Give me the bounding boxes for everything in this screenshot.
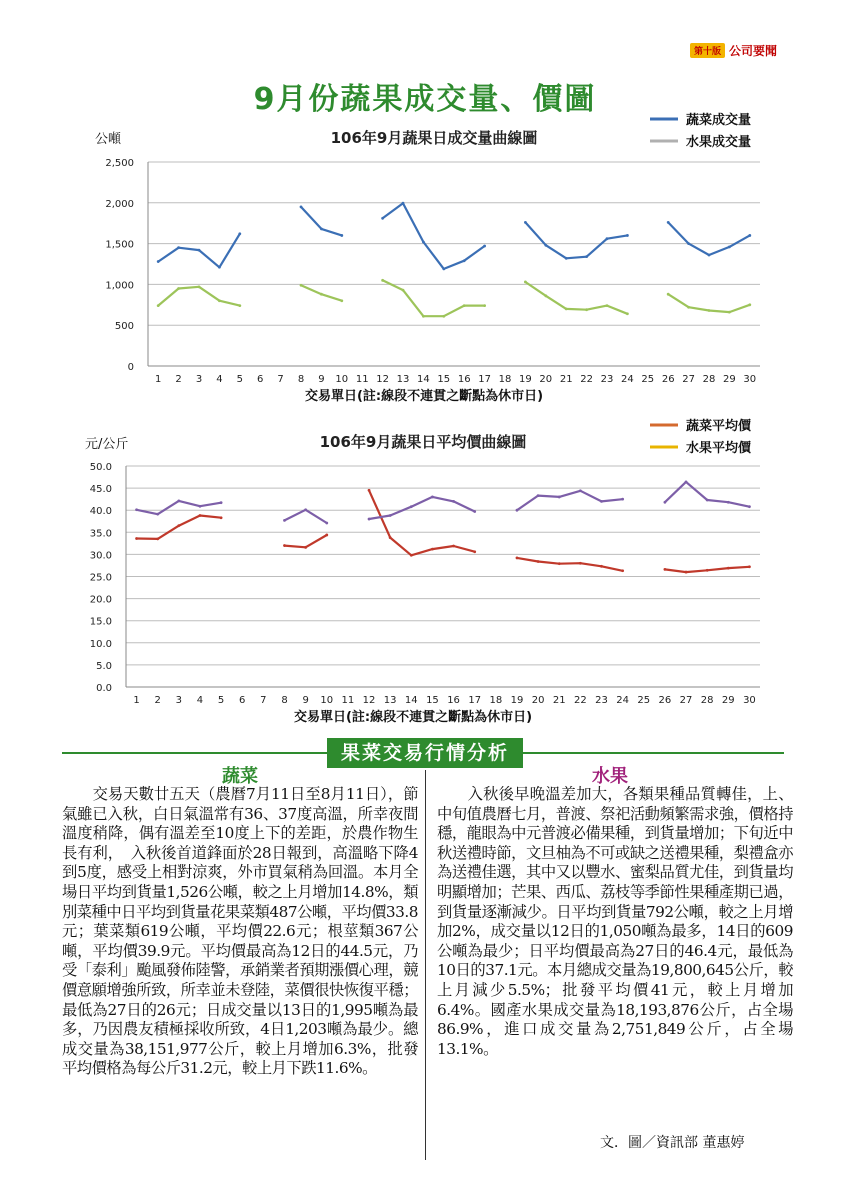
veg-analysis-text: 交易天數廿五天（農曆7月11日至8月11日），節氣雖已入秋，白日氣溫常有36、37度高溫，所幸夜間溫度稍降，偶有溫差至10度上下的差距，於農作物生長有利， 入秋後首道鋒面於28日報到，高溫略下降4到5度，感受上相對涼爽，外市買氣稍為回溫。本月全場日平均到貨量1,526公噸，較之上月增加14.8%，類別菜種中日平均到貨量花果菜類487公噸，平均價33.8元；葉菜類619公噸，平均價22.6元；根莖類367公噸，平均價39.9元。平均價最高為12日的44.5元，乃受「泰利」颱風發佈陸警，承銷業者預期漲價心理，競價意願增強所致，所幸並未登陸，菜價很快恢復平穩；最低為27日的26元；日成交量以13日的1,995噸為最多，乃因農友積極採收所致，4日1,203噸為最少。總成交量為38,151,977公斤，較上月增加6.3%，批發平均價格為每公斤31.2元，較上月下跌11.6%。 [62, 785, 418, 1078]
data-point [340, 299, 343, 302]
data-point [177, 246, 180, 249]
x-tick-label: 6 [239, 695, 246, 706]
series-line-1 [383, 203, 485, 269]
data-point [473, 550, 476, 553]
x-tick-label: 25 [641, 374, 655, 385]
data-point [544, 244, 547, 247]
data-point [218, 266, 221, 269]
data-point [238, 304, 241, 307]
data-point [422, 241, 425, 244]
data-point [600, 565, 603, 568]
x-tick-label: 20 [539, 374, 553, 385]
data-point [626, 312, 629, 315]
chart-title: 106年9月蔬果日平均價曲線圖 [319, 433, 527, 451]
data-point [537, 560, 540, 563]
data-point [585, 255, 588, 258]
data-point [748, 565, 751, 568]
section-name: 公司要聞 [729, 44, 778, 58]
data-point [537, 494, 540, 497]
x-tick-label: 19 [510, 695, 524, 706]
y-axis-label: 元/公斤 [85, 437, 129, 452]
data-point [304, 508, 307, 511]
x-tick-label: 4 [216, 374, 223, 385]
x-tick-label: 16 [447, 695, 460, 706]
chart-title: 106年9月蔬果日成交量曲線圖 [330, 129, 538, 147]
y-tick-label: 1,000 [105, 280, 134, 292]
data-point [544, 294, 547, 297]
author-credit: 文．圖／資訊部 董惠婷 [600, 1135, 745, 1151]
data-point [558, 562, 561, 565]
page-title: 9月份蔬果成交量、價圖 [253, 82, 597, 117]
x-tick-label: 7 [260, 695, 267, 706]
x-tick-label: 21 [559, 374, 573, 385]
x-tick-label: 24 [621, 374, 634, 385]
data-point [389, 536, 392, 539]
x-tick-label: 3 [195, 374, 203, 385]
legend-label: 水果成交量 [686, 135, 752, 150]
data-point [463, 259, 466, 262]
y-axis-label: 公噸 [95, 132, 122, 147]
data-point [320, 228, 323, 231]
y-tick-label: 25.0 [89, 572, 112, 584]
data-point [156, 513, 159, 516]
series-line-1 [301, 207, 342, 236]
x-tick-label: 8 [297, 374, 305, 385]
column-divider [425, 770, 426, 1160]
data-point [283, 519, 286, 522]
data-point [600, 500, 603, 503]
x-tick-label: 1 [155, 374, 162, 385]
data-point [524, 221, 527, 224]
data-point [368, 518, 371, 521]
data-point [157, 304, 160, 307]
series-line-1 [285, 535, 327, 547]
x-tick-label: 15 [426, 695, 439, 706]
x-tick-label: 13 [396, 374, 410, 385]
edition-badge: 第十版 [690, 43, 725, 58]
legend-label: 蔬菜平均價 [686, 419, 752, 434]
x-tick-label: 11 [355, 374, 369, 385]
data-point [626, 234, 629, 237]
fruit-analysis [437, 785, 793, 1059]
data-point [748, 234, 751, 237]
data-point [524, 281, 527, 284]
data-point [706, 499, 709, 502]
volume-chart [0, 0, 850, 420]
data-point [300, 284, 303, 287]
data-point [410, 505, 413, 508]
data-point [442, 315, 445, 318]
data-point [667, 293, 670, 296]
x-tick-label: 12 [362, 695, 376, 706]
data-point [304, 546, 307, 549]
x-tick-label: 10 [320, 695, 334, 706]
data-point [727, 501, 730, 504]
data-point [283, 544, 286, 547]
data-point [606, 237, 609, 240]
x-tick-label: 2 [154, 695, 161, 706]
series-line-2 [525, 282, 627, 314]
x-tick-label: 9 [318, 374, 325, 385]
x-tick-label: 18 [498, 374, 512, 385]
data-point [325, 534, 328, 537]
series-line-1 [137, 516, 222, 539]
data-point [708, 309, 711, 312]
data-point [606, 304, 609, 307]
y-tick-label: 15.0 [89, 616, 112, 628]
x-tick-label: 18 [489, 695, 503, 706]
data-point [220, 501, 223, 504]
x-tick-label: 21 [552, 695, 566, 706]
data-point [135, 508, 138, 511]
data-point [685, 571, 688, 574]
data-point [621, 498, 624, 501]
data-point [199, 505, 202, 508]
data-point [452, 545, 455, 548]
x-tick-label: 26 [661, 374, 675, 385]
series-line-2 [285, 510, 327, 523]
data-point [238, 232, 241, 235]
data-point [198, 285, 201, 288]
data-point [218, 299, 221, 302]
fruit-heading: 水果 [592, 766, 628, 787]
x-tick-label: 10 [335, 374, 349, 385]
x-tick-label: 6 [257, 374, 264, 385]
x-tick-label: 29 [723, 374, 736, 385]
x-tick-label: 5 [236, 374, 243, 385]
data-point [685, 481, 688, 484]
data-point [748, 303, 751, 306]
x-tick-label: 26 [658, 695, 672, 706]
data-point [728, 311, 731, 314]
x-tick-label: 17 [478, 374, 491, 385]
series-line-2 [383, 280, 485, 316]
y-tick-label: 10.0 [89, 638, 112, 650]
x-tick-label: 28 [702, 374, 716, 385]
data-point [706, 569, 709, 572]
series-line-2 [137, 501, 222, 514]
x-tick-label: 13 [383, 695, 397, 706]
x-tick-label: 29 [721, 695, 735, 706]
x-tick-label: 12 [376, 374, 389, 385]
x-tick-label: 8 [281, 695, 288, 706]
x-axis-label: 交易單日(註:線段不連貫之斷點為休市日) [293, 710, 533, 725]
y-tick-label: 1,500 [105, 239, 134, 251]
x-tick-label: 7 [277, 374, 284, 385]
data-point [483, 304, 486, 307]
x-tick-label: 30 [743, 695, 756, 706]
data-point [431, 496, 434, 499]
data-point [621, 569, 624, 572]
data-point [728, 245, 731, 248]
data-point [748, 505, 751, 508]
x-tick-label: 28 [700, 695, 714, 706]
x-axis-label: 交易單日(註:線段不連貫之斷點為休市日) [304, 389, 544, 404]
x-tick-label: 23 [595, 695, 608, 706]
x-tick-label: 30 [743, 374, 757, 385]
x-tick-label: 14 [417, 374, 430, 385]
x-tick-label: 17 [468, 695, 482, 706]
x-tick-label: 2 [175, 374, 182, 385]
y-tick-label: 500 [114, 321, 134, 333]
data-point [156, 538, 159, 541]
data-point [410, 554, 413, 557]
data-point [452, 500, 455, 503]
x-tick-label: 1 [133, 695, 140, 706]
legend-label: 水果平均價 [686, 441, 752, 456]
data-point [157, 260, 160, 263]
data-point [389, 514, 392, 517]
series-line-2 [158, 287, 240, 306]
series-line-2 [369, 497, 475, 519]
data-point [473, 510, 476, 513]
analysis-title: 果菜交易行情分析 [327, 738, 523, 768]
series-line-2 [665, 482, 750, 507]
x-tick-label: 9 [302, 695, 309, 706]
data-point [135, 537, 138, 540]
x-tick-label: 27 [679, 695, 693, 706]
x-tick-label: 22 [573, 695, 587, 706]
y-tick-label: 5.0 [96, 660, 112, 672]
data-point [177, 524, 180, 527]
x-tick-label: 3 [175, 695, 183, 706]
data-point [687, 242, 690, 245]
data-point [220, 516, 223, 519]
series-line-1 [369, 490, 475, 555]
y-tick-label: 2,000 [105, 198, 134, 210]
data-point [558, 496, 561, 499]
data-point [463, 304, 466, 307]
data-point [442, 267, 445, 270]
data-point [516, 557, 519, 560]
data-point [320, 293, 323, 296]
data-point [585, 308, 588, 311]
x-tick-label: 15 [437, 374, 451, 385]
x-tick-label: 23 [600, 374, 614, 385]
y-tick-label: 20.0 [89, 594, 112, 606]
y-tick-label: 45.0 [89, 484, 112, 496]
x-tick-label: 19 [519, 374, 532, 385]
veg-analysis [62, 785, 418, 1079]
data-point [300, 205, 303, 208]
x-tick-label: 14 [404, 695, 418, 706]
x-tick-label: 24 [616, 695, 630, 706]
series-line-2 [517, 491, 623, 510]
y-tick-label: 30.0 [89, 550, 112, 562]
y-tick-label: 0 [127, 362, 134, 373]
x-tick-label: 22 [580, 374, 593, 385]
data-point [199, 514, 202, 517]
x-tick-label: 27 [682, 374, 695, 385]
data-point [402, 289, 405, 292]
x-tick-label: 4 [196, 695, 204, 706]
data-point [516, 509, 519, 512]
series-line-1 [517, 558, 623, 571]
data-point [325, 522, 328, 525]
y-tick-label: 40.0 [89, 506, 112, 518]
series-line-1 [668, 222, 750, 255]
data-point [422, 315, 425, 318]
legend-label: 蔬菜成交量 [686, 113, 752, 128]
data-point [402, 202, 405, 205]
data-point [368, 489, 371, 492]
data-point [708, 254, 711, 257]
y-tick-label: 35.0 [89, 528, 112, 540]
data-point [565, 257, 568, 260]
fruit-analysis-text: 入秋後早晚溫差加大，各類果種品質轉佳，上、中旬值農曆七月，普渡、祭祀活動頻繁需求強，價格持穩，龍眼為中元普渡必備果種，到貨量增加；下旬近中秋送禮時節，文旦柚為不可或缺之送禮果種，梨禮盒亦為送禮佳選，其中又以豐水、蜜梨品質尤佳，到貨量均明顯增加；芒果、西瓜、荔枝等季節性果種產期已過，到貨量逐漸減少。日平均到貨量792公噸，較之上月增加2%，成交量以12日的1,050噸為最多，14日的609公噸為最少；日平均價最高為27日的46.4元，最低為10日的37.1元。本月總成交量為19,800,645公斤，較上月減少5.5%；批發平均價41元，較上月增加6.4%。國產水果成交量為18,193,876公斤，占全場86.9%，進口成交量為2,751,849公斤，占全場13.1%。 [437, 785, 793, 1058]
data-point [664, 568, 667, 571]
price-chart [0, 410, 850, 730]
x-tick-label: 25 [637, 695, 651, 706]
data-point [667, 221, 670, 224]
x-tick-label: 5 [217, 695, 225, 706]
data-point [177, 287, 180, 290]
data-point [579, 562, 582, 565]
data-point [198, 249, 201, 252]
y-tick-label: 50.0 [89, 462, 112, 473]
data-point [687, 306, 690, 309]
y-tick-label: 0.0 [96, 683, 112, 694]
data-point [565, 307, 568, 310]
data-point [664, 501, 667, 504]
y-tick-label: 2,500 [105, 158, 134, 169]
data-point [381, 217, 384, 220]
data-point [340, 234, 343, 237]
data-point [177, 500, 180, 503]
x-tick-label: 11 [341, 695, 355, 706]
data-point [431, 548, 434, 551]
series-line-1 [525, 222, 627, 258]
x-tick-label: 20 [531, 695, 545, 706]
data-point [381, 279, 384, 282]
data-point [727, 567, 730, 570]
data-point [483, 245, 486, 248]
x-tick-label: 16 [457, 374, 471, 385]
data-point [579, 489, 582, 492]
veg-heading: 蔬菜 [222, 766, 258, 787]
